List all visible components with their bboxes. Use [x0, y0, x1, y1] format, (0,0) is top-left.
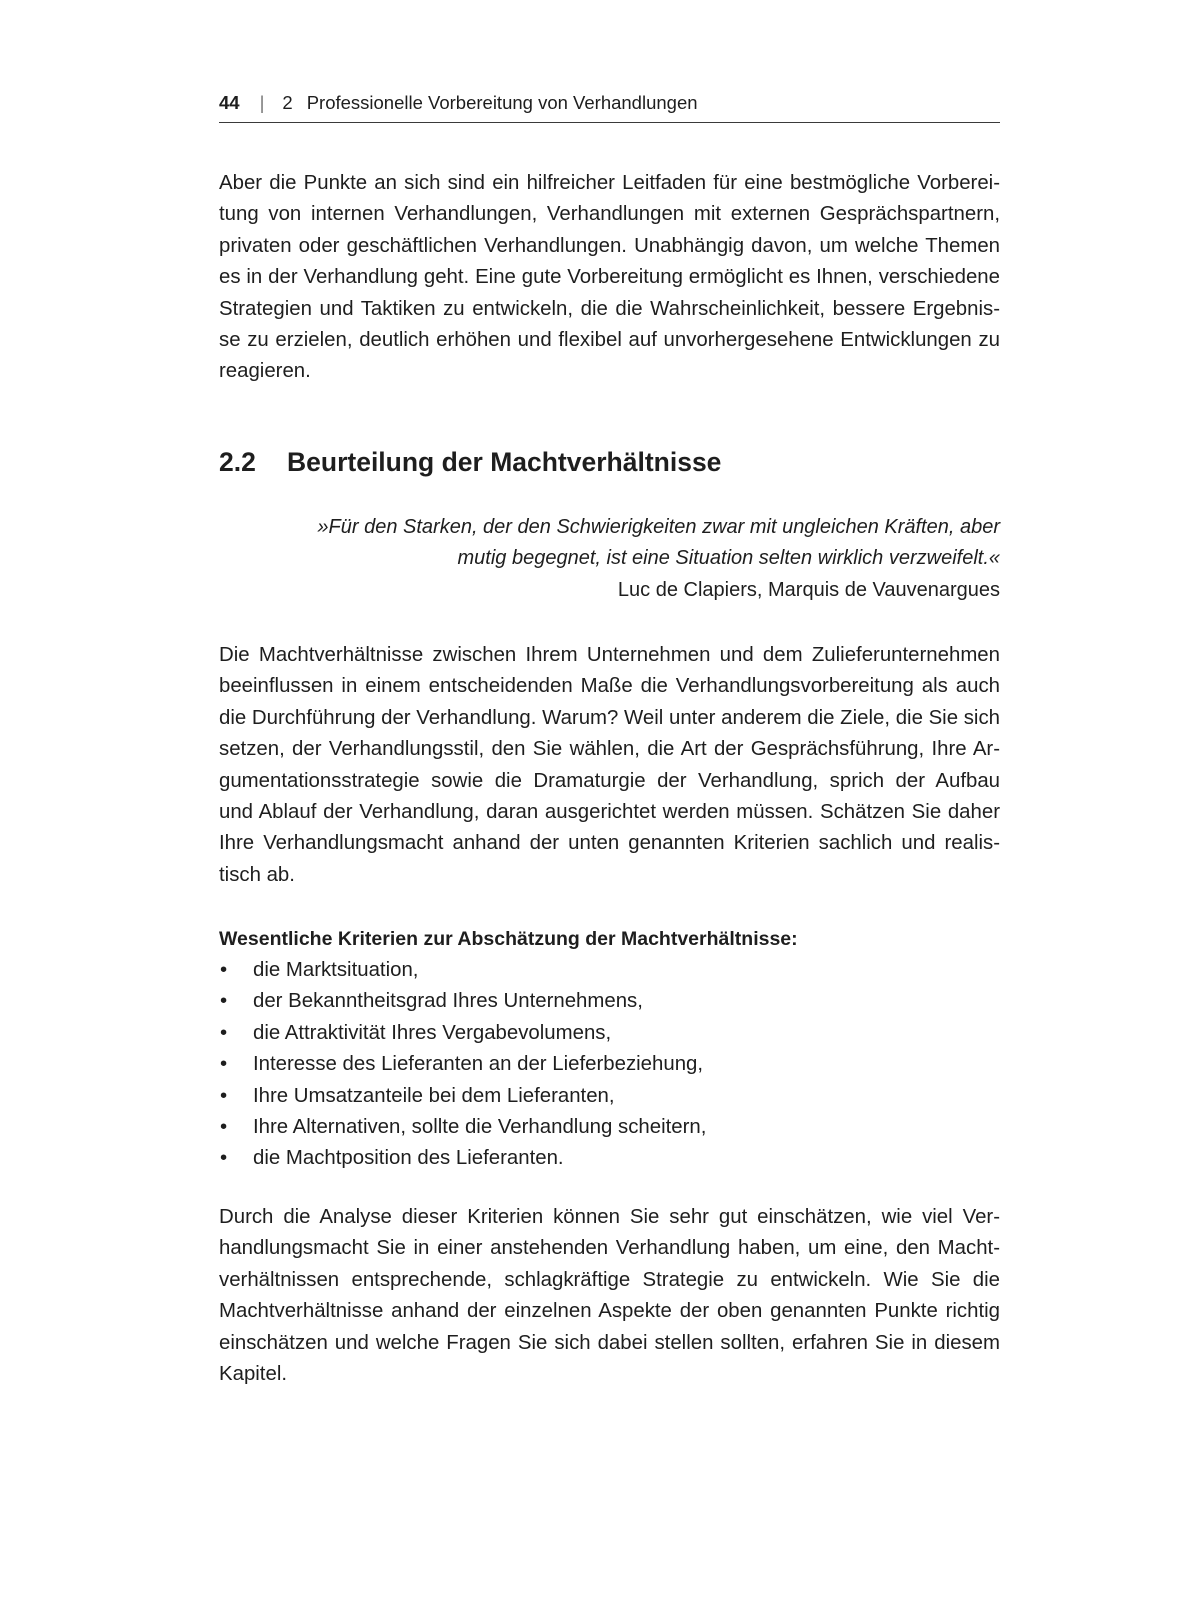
text-line: die Durchführung der Verhandlung. Warum? Weil unter anderem die Ziele, die Sie sich — [219, 706, 1000, 729]
text-line: Machtverhältnisse anhand der einzelnen Aspekte der oben genannten Punkte richtig — [219, 1300, 1000, 1323]
list-item — [219, 1049, 706, 1080]
text-line: verhältnissen entsprechende, schlagkräftige Strategie zu entwickeln. Wie Sie die — [219, 1268, 1000, 1291]
text-line: gumentationsstrategie sowie die Dramaturgie der Verhandlung, sprich der Aufbau — [219, 769, 1000, 792]
text-line: tisch ab. — [219, 863, 295, 886]
text-line: privaten oder geschäftlichen Verhandlungen. Unabhängig davon, um welche Themen — [219, 234, 1000, 257]
text-line: Kapitel. — [219, 1363, 288, 1386]
list-item-text: die Attraktivität Ihres Vergabevolumens, — [253, 1021, 612, 1044]
list-item-text: die Marktsituation, — [253, 959, 419, 981]
quote-line: mutig begegnet, ist eine Situation selten wirklich verzweifelt.« — [457, 547, 1000, 570]
bullet-icon: • — [220, 1084, 228, 1107]
chapter-title: Professionelle Vorbereitung von Verhandlungen — [306, 92, 698, 113]
text-line: tung von internen Verhandlungen, Verhandlungen mit externen Gesprächspartnern, — [219, 203, 1000, 226]
epigraph — [219, 512, 1000, 606]
list-item — [219, 986, 706, 1017]
list-item-text: Ihre Alternativen, sollte die Verhandlung scheitern, — [253, 1116, 707, 1139]
quote-line: »Für den Starken, der den Schwierigkeiten zwar mit ungleichen Kräften, aber — [317, 516, 1000, 538]
text-line: Die Machtverhältnisse zwischen Ihrem Unternehmen und dem Zulieferunternehmen — [219, 644, 1000, 666]
bullet-icon: • — [220, 990, 228, 1013]
epigraph-author: Luc de Clapiers, Marquis de Vauvenargues — [617, 578, 1000, 601]
epigraph-quote — [219, 512, 1000, 575]
list-item — [219, 955, 706, 986]
list-item-text: Ihre Umsatzanteile bei dem Lieferanten, — [253, 1084, 615, 1107]
text-line: Aber die Punkte an sich sind ein hilfreicher Leitfaden für eine bestmögliche Vorberei- — [219, 172, 1000, 194]
text-line: Durch die Analyse dieser Kriterien können Sie sehr gut einschätzen, wie viel Ver- — [219, 1206, 1000, 1228]
text-line: Strategien und Taktiken zu entwickeln, die die Wahrscheinlichkeit, bessere Ergebnis- — [219, 297, 1000, 320]
text-line: beeinflussen in einem entscheidenden Maße die Verhandlungsvorbereitung als auch — [219, 675, 1000, 698]
intro-paragraph — [219, 168, 1000, 388]
section-title: Beurteilung der Machtverhältnisse — [287, 447, 722, 477]
running-header — [219, 88, 1000, 123]
bullet-icon: • — [220, 1147, 228, 1170]
list-item-text: Interesse des Lieferanten an der Lieferbeziehung, — [253, 1053, 704, 1076]
list-item — [219, 1112, 706, 1143]
section-heading — [219, 445, 721, 479]
criteria-list — [219, 955, 706, 1175]
text-line: setzen, der Verhandlungsstil, den Sie wählen, die Art der Gesprächsführung, Ihre Ar- — [219, 738, 1000, 761]
page-number: 44 — [219, 92, 240, 113]
analysis-paragraph — [219, 1202, 1000, 1390]
power-paragraph — [219, 640, 1000, 891]
header-separator: | — [259, 92, 265, 113]
chapter-number: 2 — [282, 92, 293, 113]
section-number: 2.2 — [219, 447, 256, 477]
text-line: reagieren. — [219, 360, 311, 383]
bullet-icon: • — [220, 959, 228, 981]
list-item — [219, 1143, 706, 1174]
criteria-heading: Wesentliche Kriterien zur Abschätzung der Machtverhältnisse: — [219, 928, 798, 950]
text-line: se zu erzielen, deutlich erhöhen und flexibel auf unvorhergesehene Entwicklungen zu — [219, 329, 1000, 352]
bullet-icon: • — [220, 1053, 228, 1076]
text-line: es in der Verhandlung geht. Eine gute Vorbereitung ermöglicht es Ihnen, verschiedene — [219, 266, 1000, 289]
text-line: und Ablauf der Verhandlung, daran ausgerichtet werden müssen. Schätzen Sie daher — [219, 801, 1000, 824]
list-item-text: der Bekanntheitsgrad Ihres Unternehmens, — [253, 990, 643, 1013]
text-line: handlungsmacht Sie in einer anstehenden Verhandlung haben, um eine, den Macht- — [219, 1237, 1000, 1260]
bullet-icon: • — [220, 1116, 228, 1139]
text-line: einschätzen und welche Fragen Sie sich dabei stellen sollten, erfahren Sie in diesem — [219, 1331, 1000, 1354]
list-item — [219, 1018, 706, 1049]
text-line: Ihre Verhandlungsmacht anhand der unten genannten Kriterien sachlich und realis- — [219, 832, 1000, 855]
bullet-icon: • — [220, 1021, 228, 1044]
list-item-text: die Machtposition des Lieferanten. — [253, 1147, 564, 1170]
list-item — [219, 1081, 706, 1112]
